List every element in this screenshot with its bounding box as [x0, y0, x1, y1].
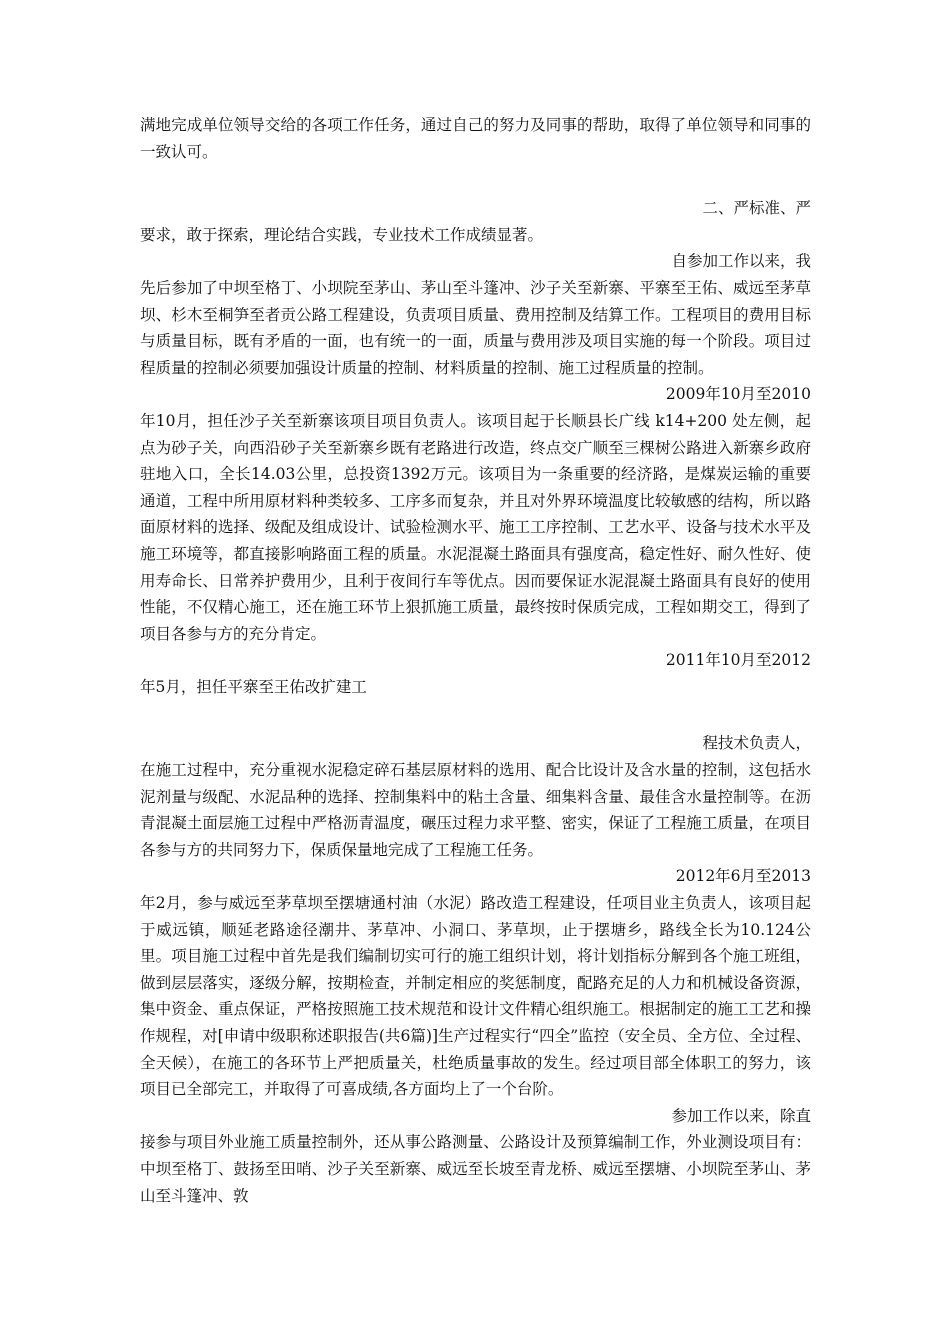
- paragraph-lead-2: 参加工作以来，除直: [671, 1106, 811, 1125]
- paragraph-lead-1: 自参加工作以来，我: [671, 252, 811, 271]
- paragraph-intro: 满地完成单位领导交给的各项工作任务，通过自己的努力及同事的帮助，取得了单位领导和同事的一致认可。: [140, 116, 811, 161]
- paragraph-2011-project: 在施工过程中，充分重视水泥稳定碎石基层原材料的选用、配合比设计及含水量的控制，这包括水泥剂量与级配、水泥品种的选择、控制集料中的粘土含量、细集料含量、最佳含水量控制等。在沥青混凝土面层施工过程中严格沥青温度，碾压过程力求平整、密实，保证了工程施工质量，在项目各参与方的共同努力下，保质保量地完成了工程施工任务。: [140, 761, 811, 859]
- section-heading: 二、严标准、严: [702, 199, 811, 218]
- period-2012-2013: 2012年6月至2013: [675, 867, 811, 886]
- spacer: [140, 700, 811, 730]
- paragraph-2009-project: 年10月，担任沙子关至新寨该项目项目负责人。该项目起于长顺县长广线 k14+200 处左侧，起点为砂子关，向西沿砂子关至新寨乡既有老路进行改造，终点交广顺至三棵树公路进入新寨乡政府驻地入口，全长14.03公里，总投资1392万元。该项目为一条重要的经济路，是煤炭运输的重要通道，工程中所用原材料种类较多、工序多而复杂，并且对外界环境温度比较敏感的结构，所以路面原材料的选择、级配及组成设计、试验检测水平、施工工序控制、工艺水平、设备与技术水平及施工环境等，都直接影响路面工程的质量。水泥混凝土路面具有强度高，稳定性好、耐久性好、使用寿命长、日常养护费用少，且利于夜间行车等优点。因而要保证水泥混凝土路面具有良好的使用性能，不仅精心施工，还在施工环节上狠抓施工质量，最终按时保质完成，工程如期交工，得到了项目各参与方的充分肯定。: [140, 411, 811, 643]
- document-page: [140, 112, 811, 1209]
- section-heading-continued: 要求，敢于探索，理论结合实践，专业技术工作成绩显著。: [140, 225, 544, 244]
- period-2009-2010: 2009年10月至2010: [665, 385, 811, 404]
- paragraph-2011-lead: 年5月，担任平寨至王佑改扩建工: [140, 677, 367, 696]
- period-2011-2012: 2011年10月至2012: [665, 651, 811, 670]
- paragraph-2012-project: 年2月，参与威远至茅草坝至摆塘通村油（水泥）路改造工程建设，任项目业主负责人，该项目起于威远镇，顺延老路途径潮井、茅草冲、小洞口、茅草坝，止于摆塘乡，路线全长为10.124公里。项目施工过程中首先是我们编制切实可行的施工组织计划，将计划指标分解到各个施工班组，做到层层落实，逐级分解，按期检查，并制定相应的奖惩制度，配路充足的人力和机械设备资源，集中资金、重点保证，严格按照施工技术规范和设计文件精心组织施工。根据制定的施工工艺和操作规程，对[申请中级职称述职报告(共6篇)]生产过程实行“四全”监控（安全员、全方位、全过程、全天候），在施工的各环节上严把质量关，杜绝质量事故的发生。经过项目部全体职工的努力，该项目已全部完工，并取得了可喜成绩,各方面均上了一个台阶。: [140, 894, 811, 1099]
- paragraph-projects: 先后参加了中坝至格丁、小坝院至茅山、茅山至斗篷冲、沙子关至新寨、平寨至王佑、威远至茅草坝、杉木至桐笋至者贡公路工程建设，负责项目质量、费用控制及结算工作。工程项目的费用目标与质量目标，既有矛盾的一面，也有统一的一面，质量与费用涉及项目实施的每一个阶段。项目过程质量的控制必须要加强设计质量的控制、材料质量的控制、施工过程质量的控制。: [140, 278, 811, 377]
- spacer: [140, 165, 811, 195]
- paragraph-survey-work: 接参与项目外业施工质量控制外，还从事公路测量、公路设计及预算编制工作，外业测设项目有：中坝至格丁、鼓扬至田哨、沙子关至新寨、威远至长坡至青龙桥、威远至摆塘、小坝院至茅山、茅山至斗篷冲、敦: [140, 1133, 811, 1205]
- paragraph-2011-role: 程技术负责人，: [702, 734, 811, 753]
